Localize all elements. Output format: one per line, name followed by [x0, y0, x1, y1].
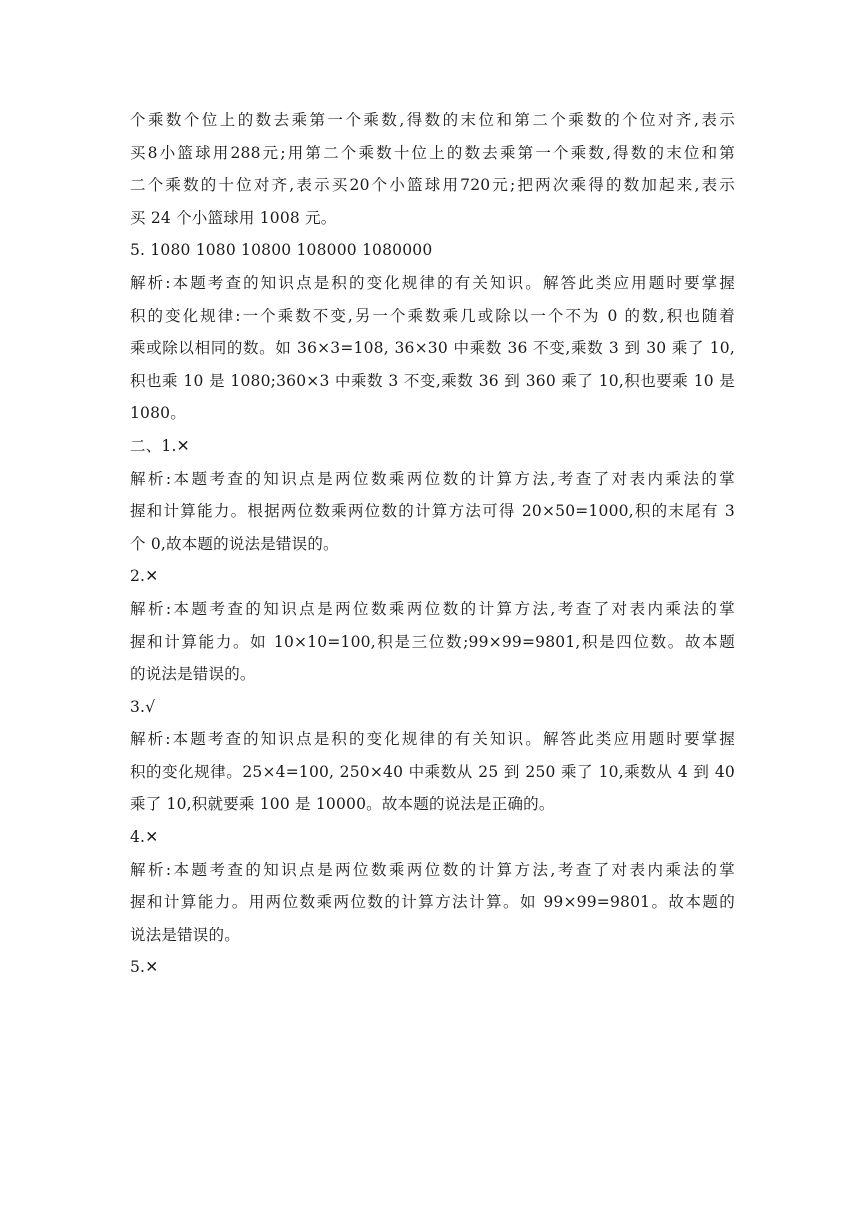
text-line: 3.√	[130, 697, 156, 716]
text-line: 2.✕	[130, 567, 159, 586]
text-line: 二个乘数的十位对齐,表示买20个小篮球用720元;把两次乘得的数加起来,表示	[130, 176, 735, 195]
text-line: 解析:本题考查的知识点是两位数乘两位数的计算方法,考查了对表内乘法的掌	[130, 469, 735, 488]
text-line: 积也乘 10 是 1080;360×3 中乘数 3 不变,乘数 36 到 360 乘了 10,积也要乘 10 是	[130, 371, 735, 390]
text-line: 说法是错误的。	[130, 925, 240, 944]
text-line: 握和计算能力。根据两位数乘两位数的计算方法可得 20×50=1000,积的末尾有 3	[130, 502, 735, 521]
document-page	[130, 104, 735, 984]
text-line: 5. 1080 1080 10800 108000 1080000	[130, 241, 433, 260]
text-line: 1080。	[130, 404, 186, 423]
text-line: 5.✕	[130, 958, 159, 977]
text-line: 乘或除以相同的数。如 36×3=108, 36×30 中乘数 36 不变,乘数 3 到 30 乘了 10,	[130, 339, 735, 358]
text-line: 解析:本题考查的知识点是积的变化规律的有关知识。解答此类应用题时要掌握	[130, 730, 735, 749]
text-line: 买8小篮球用288元;用第二个乘数十位上的数去乘第一个乘数,得数的末位和第	[130, 143, 735, 162]
text-line: 握和计算能力。用两位数乘两位数的计算方法计算。如 99×99=9801。故本题的	[130, 893, 735, 912]
text-line: 二、1.✕	[130, 436, 190, 455]
text-line: 解析:本题考查的知识点是两位数乘两位数的计算方法,考查了对表内乘法的掌	[130, 599, 735, 618]
text-line: 4.✕	[130, 828, 159, 847]
text-line: 乘了 10,积就要乘 100 是 10000。故本题的说法是正确的。	[130, 795, 555, 814]
text-line: 积的变化规律:一个乘数不变,另一个乘数乘几或除以一个不为 0 的数,积也随着	[130, 306, 735, 325]
text-line: 买 24 个小篮球用 1008 元。	[130, 208, 337, 227]
text-line: 积的变化规律。25×4=100, 250×40 中乘数从 25 到 250 乘了 10,乘数从 4 到 40	[130, 762, 735, 781]
text-line: 个乘数个位上的数去乘第一个乘数,得数的末位和第二个乘数的个位对齐,表示	[130, 111, 735, 129]
text-line: 解析:本题考查的知识点是积的变化规律的有关知识。解答此类应用题时要掌握	[130, 273, 735, 292]
text-line: 个 0,故本题的说法是错误的。	[130, 534, 339, 553]
text-line: 的说法是错误的。	[130, 665, 256, 684]
text-line: 解析:本题考查的知识点是两位数乘两位数的计算方法,考查了对表内乘法的掌	[130, 860, 735, 879]
text-line: 握和计算能力。如 10×10=100,积是三位数;99×99=9801,积是四位数。故本题	[130, 632, 735, 651]
